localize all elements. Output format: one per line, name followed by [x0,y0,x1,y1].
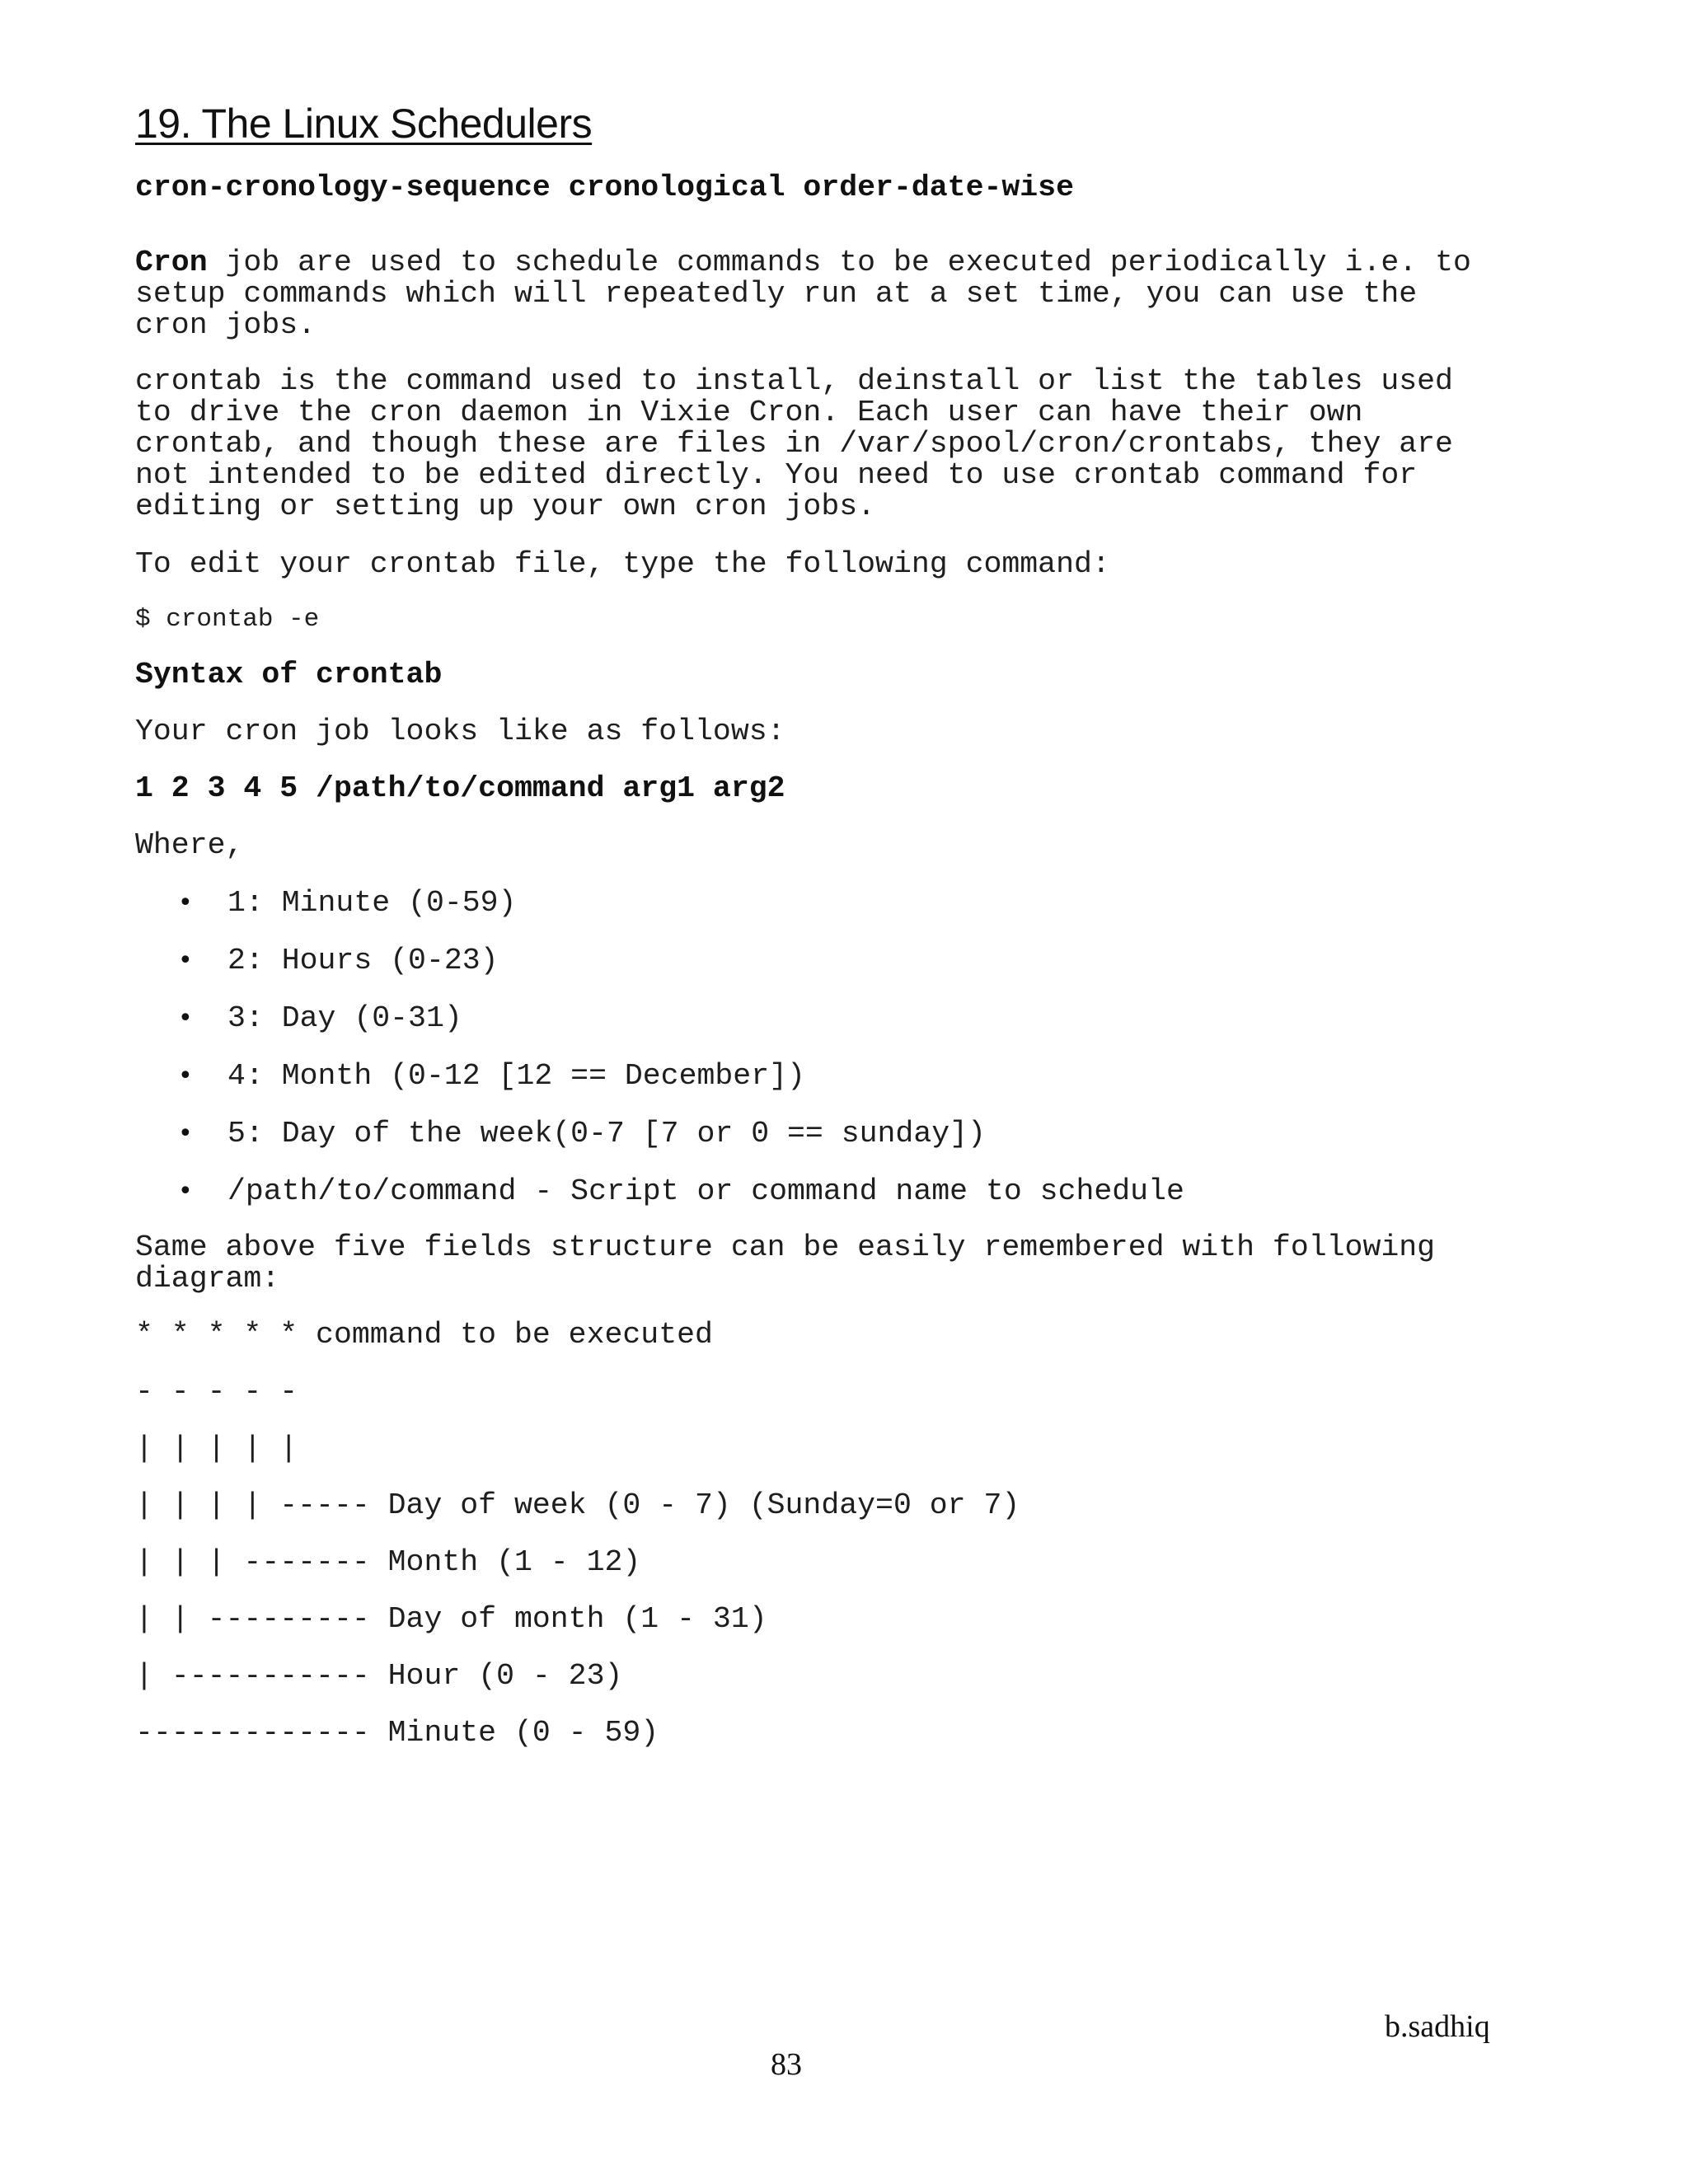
crontab-paragraph-line: crontab is the command used to install, deinstall or list the tables used [135,364,1453,398]
bullet-marker: • [178,1062,193,1090]
diagram-intro-line: diagram: [135,1262,280,1296]
bullet-marker: • [178,1004,193,1033]
syntax-heading: Syntax of crontab [135,658,443,691]
where-label: Where, [135,828,244,862]
crontab-paragraph-line: not intended to be edited directly. You need to use crontab command for [135,458,1418,492]
page-number: 83 [771,2047,802,2082]
diagram-line: * * * * * command to be executed [135,1318,713,1352]
field-item: /path/to/command - Script or command name to schedule [227,1174,1184,1208]
field-item: 5: Day of the week(0-7 [7 or 0 == sunday]) [227,1117,986,1151]
intro-line-1-rest: job are used to schedule commands to be executed periodically i.e. to [207,246,1471,279]
diagram-line: | | | ------- Month (1 - 12) [135,1545,641,1579]
field-item: 3: Day (0-31) [227,1001,462,1035]
diagram-line: | | --------- Day of month (1 - 31) [135,1602,767,1636]
field-item: 4: Month (0-12 [12 == December]) [227,1059,805,1093]
command-example: $ crontab -e [135,605,320,634]
cron-keyword: Cron [135,246,208,279]
diagram-line: | | | | ----- Day of week (0 - 7) (Sunday=0 or 7) [135,1488,1020,1522]
bullet-marker: • [178,946,193,975]
intro-line-1 [135,247,1471,279]
diagram-line: | ----------- Hour (0 - 23) [135,1659,623,1693]
intro-line-2: setup commands which will repeatedly run at a set time, you can use the [135,277,1418,311]
diagram-intro-line: Same above five fields structure can be easily remembered with following [135,1230,1436,1264]
edit-instruction: To edit your crontab file, type the following command: [135,547,1110,581]
subtitle: cron-cronology-sequence cronological order-date-wise [135,171,1074,204]
job-format: 1 2 3 4 5 /path/to/command arg1 arg2 [135,771,785,805]
bullet-marker: • [178,1119,193,1148]
diagram-line: ------------- Minute (0 - 59) [135,1716,659,1750]
bullet-marker: • [178,1177,193,1206]
crontab-paragraph-line: editing or setting up your own cron jobs. [135,490,876,523]
crontab-paragraph-line: to drive the cron daemon in Vixie Cron. Each user can have their own [135,396,1363,429]
footer-author: b.sadhiq [1385,2009,1490,2044]
field-item: 2: Hours (0-23) [227,944,499,977]
diagram-line: - - - - - [135,1375,298,1408]
crontab-paragraph-line: crontab, and though these are files in /var/spool/cron/crontabs, they are [135,427,1453,461]
looks-like-text: Your cron job looks like as follows: [135,715,785,748]
intro-line-3: cron jobs. [135,308,316,342]
field-item: 1: Minute (0-59) [227,886,517,920]
bullet-marker: • [178,888,193,917]
diagram-line: | | | | | [135,1432,298,1465]
page-title: 19. The Linux Schedulers [135,101,593,147]
